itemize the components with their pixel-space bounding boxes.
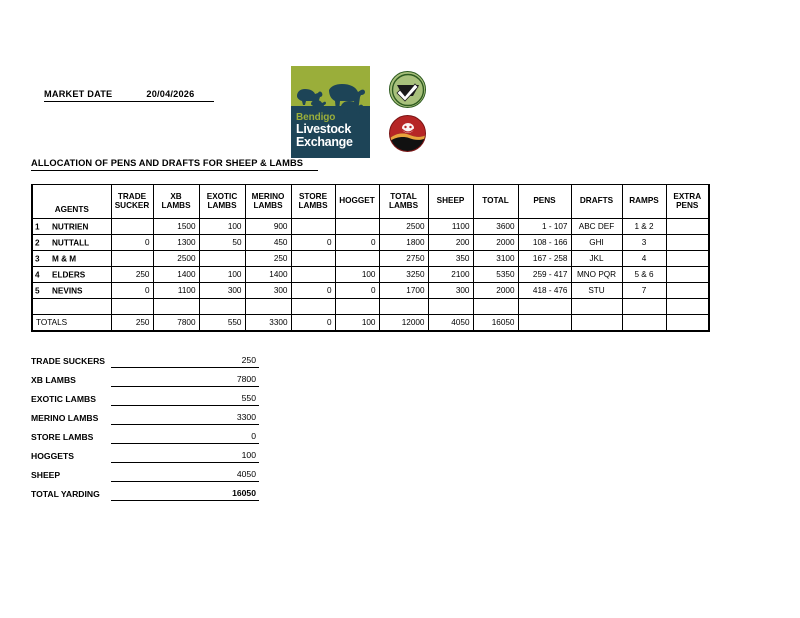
cell-sheep: 300: [428, 283, 473, 299]
cell-extra-pens: [666, 283, 709, 299]
summary-row: [31, 463, 271, 482]
column-header-merino-lambs: MERINO LAMBS: [245, 185, 291, 219]
cell-total: 2000: [473, 283, 518, 299]
summary-row: [31, 444, 271, 463]
summary-label: STORE LAMBS: [31, 432, 94, 442]
summary-row: [31, 368, 271, 387]
cell-exotic-lambs: [199, 251, 245, 267]
cell-exotic-lambs: 50: [199, 235, 245, 251]
agent-cell: [32, 219, 111, 235]
cell-sheep: 200: [428, 235, 473, 251]
cell-total-lambs: 3250: [379, 267, 428, 283]
cell-hogget: 100: [335, 267, 379, 283]
agent-name: NUTTALL: [52, 238, 90, 247]
bendigo-livestock-exchange-logo: [291, 66, 370, 158]
column-header-total-lambs: TOTAL LAMBS: [379, 185, 428, 219]
summary-value: 4050: [111, 469, 259, 482]
summary-row: [31, 349, 271, 368]
column-header-ramps: RAMPS: [622, 185, 666, 219]
cell-store-lambs: [291, 251, 335, 267]
table-row: [32, 235, 709, 251]
cell-total: 5350: [473, 267, 518, 283]
column-header-trade-sucker: TRADE SUCKER: [111, 185, 153, 219]
column-header-extra-pens: EXTRA PENS: [666, 185, 709, 219]
column-header-drafts: DRAFTS: [571, 185, 622, 219]
column-header-xb-lambs: XB LAMBS: [153, 185, 199, 219]
cell-total: 3100: [473, 251, 518, 267]
agent-name: NUTRIEN: [52, 222, 89, 231]
table-spacer-row: [32, 299, 709, 315]
cell-store-lambs: [291, 267, 335, 283]
cell-store-lambs: 0: [291, 235, 335, 251]
summary-label: TRADE SUCKERS: [31, 356, 106, 366]
livestock-silhouette-icon: [291, 74, 370, 114]
alfa-accreditation-badge-icon: [389, 115, 426, 152]
spacer-cell: [335, 299, 379, 315]
cell-extra-pens: [666, 235, 709, 251]
logo-text-bendigo: Bendigo: [296, 112, 336, 123]
cell-pens: 418 - 476: [518, 283, 571, 299]
agent-cell: [32, 235, 111, 251]
cell-sheep: 1100: [428, 219, 473, 235]
totals-total: 16050: [473, 315, 518, 332]
cell-total: 3600: [473, 219, 518, 235]
summary-value: 550: [111, 393, 259, 406]
summary-value: 0: [111, 431, 259, 444]
totals-exotic-lambs: 550: [199, 315, 245, 332]
allocation-table: [31, 184, 710, 332]
summary-value: 100: [111, 450, 259, 463]
cell-pens: 1 - 107: [518, 219, 571, 235]
cell-hogget: 0: [335, 235, 379, 251]
cell-drafts: JKL: [571, 251, 622, 267]
table-row: [32, 267, 709, 283]
summary-value: 7800: [111, 374, 259, 387]
cell-store-lambs: [291, 219, 335, 235]
document-header: [0, 0, 800, 155]
agent-index: 5: [35, 286, 40, 295]
cell-total-lambs: 1700: [379, 283, 428, 299]
cell-ramps: 5 & 6: [622, 267, 666, 283]
spacer-cell: [379, 299, 428, 315]
agent-cell: [32, 267, 111, 283]
summary-label: EXOTIC LAMBS: [31, 394, 96, 404]
agent-name: NEVINS: [52, 286, 83, 295]
summary-label: HOGGETS: [31, 451, 74, 461]
column-header-agents: [32, 185, 111, 219]
cell-drafts: MNO PQR: [571, 267, 622, 283]
cell-total-lambs: 2750: [379, 251, 428, 267]
column-header-total: TOTAL: [473, 185, 518, 219]
table-row: [32, 251, 709, 267]
spacer-cell: [666, 299, 709, 315]
agent-index: 1: [35, 222, 40, 231]
totals-sheep: 4050: [428, 315, 473, 332]
summary-value: 16050: [111, 488, 259, 501]
cell-pens: 108 - 166: [518, 235, 571, 251]
agent-index: 3: [35, 254, 40, 263]
cell-merino-lambs: 250: [245, 251, 291, 267]
summary-row: [31, 387, 271, 406]
summary-label: TOTAL YARDING: [31, 489, 100, 499]
cell-total: 2000: [473, 235, 518, 251]
column-header-agents-label: AGENTS: [54, 205, 89, 215]
totals-extra-pens: [666, 315, 709, 332]
cell-sheep: 350: [428, 251, 473, 267]
agent-name: M & M: [52, 254, 77, 263]
summary-value: 3300: [111, 412, 259, 425]
spacer-cell: [111, 299, 153, 315]
cell-ramps: 1 & 2: [622, 219, 666, 235]
totals-pens: [518, 315, 571, 332]
summary-row: [31, 425, 271, 444]
cell-xb-lambs: 1400: [153, 267, 199, 283]
summary-label: SHEEP: [31, 470, 61, 480]
cell-hogget: [335, 251, 379, 267]
cell-drafts: STU: [571, 283, 622, 299]
column-header-exotic-lambs: EXOTIC LAMBS: [199, 185, 245, 219]
summary-row: [31, 482, 271, 501]
cell-extra-pens: [666, 219, 709, 235]
totals-hogget: 100: [335, 315, 379, 332]
cell-hogget: [335, 219, 379, 235]
cell-xb-lambs: 1100: [153, 283, 199, 299]
spacer-cell: [622, 299, 666, 315]
cell-extra-pens: [666, 267, 709, 283]
agent-cell: [32, 251, 111, 267]
cell-store-lambs: 0: [291, 283, 335, 299]
market-date-label: MARKET DATE: [44, 89, 113, 99]
cell-total-lambs: 2500: [379, 219, 428, 235]
totals-ramps: [622, 315, 666, 332]
table-row: [32, 219, 709, 235]
logo-text-livestock: Livestock: [296, 122, 351, 137]
spacer-cell: [291, 299, 335, 315]
spacer-cell: [473, 299, 518, 315]
market-date-value: 20/04/2026: [146, 89, 195, 99]
totals-drafts: [571, 315, 622, 332]
agent-index: 2: [35, 238, 40, 247]
page-title: ALLOCATION OF PENS AND DRAFTS FOR SHEEP & LAMBS: [31, 158, 318, 171]
cell-exotic-lambs: 100: [199, 267, 245, 283]
cell-merino-lambs: 900: [245, 219, 291, 235]
cell-pens: 259 - 417: [518, 267, 571, 283]
table-totals-row: [32, 315, 709, 332]
cell-ramps: 3: [622, 235, 666, 251]
cell-pens: 167 - 258: [518, 251, 571, 267]
nfas-accreditation-badge-icon: [389, 71, 426, 108]
spacer-cell: [571, 299, 622, 315]
cell-drafts: ABC DEF: [571, 219, 622, 235]
agent-index: 4: [35, 270, 40, 279]
totals-label: TOTALS: [32, 315, 111, 332]
cell-xb-lambs: 1500: [153, 219, 199, 235]
summary-label: MERINO LAMBS: [31, 413, 99, 423]
spacer-cell: [428, 299, 473, 315]
cell-merino-lambs: 450: [245, 235, 291, 251]
column-header-hogget: HOGGET: [335, 185, 379, 219]
logo-wordmark: [296, 113, 366, 149]
table-header-row: [32, 185, 709, 219]
cell-trade-sucker: 0: [111, 235, 153, 251]
spacer-cell: [199, 299, 245, 315]
column-header-store-lambs: STORE LAMBS: [291, 185, 335, 219]
summary-value: 250: [111, 355, 259, 368]
cell-merino-lambs: 1400: [245, 267, 291, 283]
cell-ramps: 4: [622, 251, 666, 267]
logo-text-exchange: Exchange: [296, 134, 353, 149]
column-header-sheep: SHEEP: [428, 185, 473, 219]
totals-merino-lambs: 3300: [245, 315, 291, 332]
spacer-cell: [518, 299, 571, 315]
cell-trade-sucker: [111, 219, 153, 235]
spacer-cell: [32, 299, 111, 315]
totals-total-lambs: 12000: [379, 315, 428, 332]
cell-extra-pens: [666, 251, 709, 267]
totals-xb-lambs: 7800: [153, 315, 199, 332]
cell-hogget: 0: [335, 283, 379, 299]
cell-drafts: GHI: [571, 235, 622, 251]
totals-store-lambs: 0: [291, 315, 335, 332]
table-row: [32, 283, 709, 299]
cell-trade-sucker: 250: [111, 267, 153, 283]
spacer-cell: [153, 299, 199, 315]
summary-label: XB LAMBS: [31, 375, 76, 385]
cell-trade-sucker: [111, 251, 153, 267]
spacer-cell: [245, 299, 291, 315]
summary-row: [31, 406, 271, 425]
agent-cell: [32, 283, 111, 299]
column-header-pens: PENS: [518, 185, 571, 219]
cell-total-lambs: 1800: [379, 235, 428, 251]
totals-trade-sucker: 250: [111, 315, 153, 332]
cell-xb-lambs: 1300: [153, 235, 199, 251]
yarding-summary-list: [31, 349, 271, 501]
cell-exotic-lambs: 100: [199, 219, 245, 235]
cell-ramps: 7: [622, 283, 666, 299]
market-date-field: [44, 89, 214, 102]
cell-exotic-lambs: 300: [199, 283, 245, 299]
cell-sheep: 2100: [428, 267, 473, 283]
cell-merino-lambs: 300: [245, 283, 291, 299]
cell-trade-sucker: 0: [111, 283, 153, 299]
agent-name: ELDERS: [52, 270, 86, 279]
cell-xb-lambs: 2500: [153, 251, 199, 267]
